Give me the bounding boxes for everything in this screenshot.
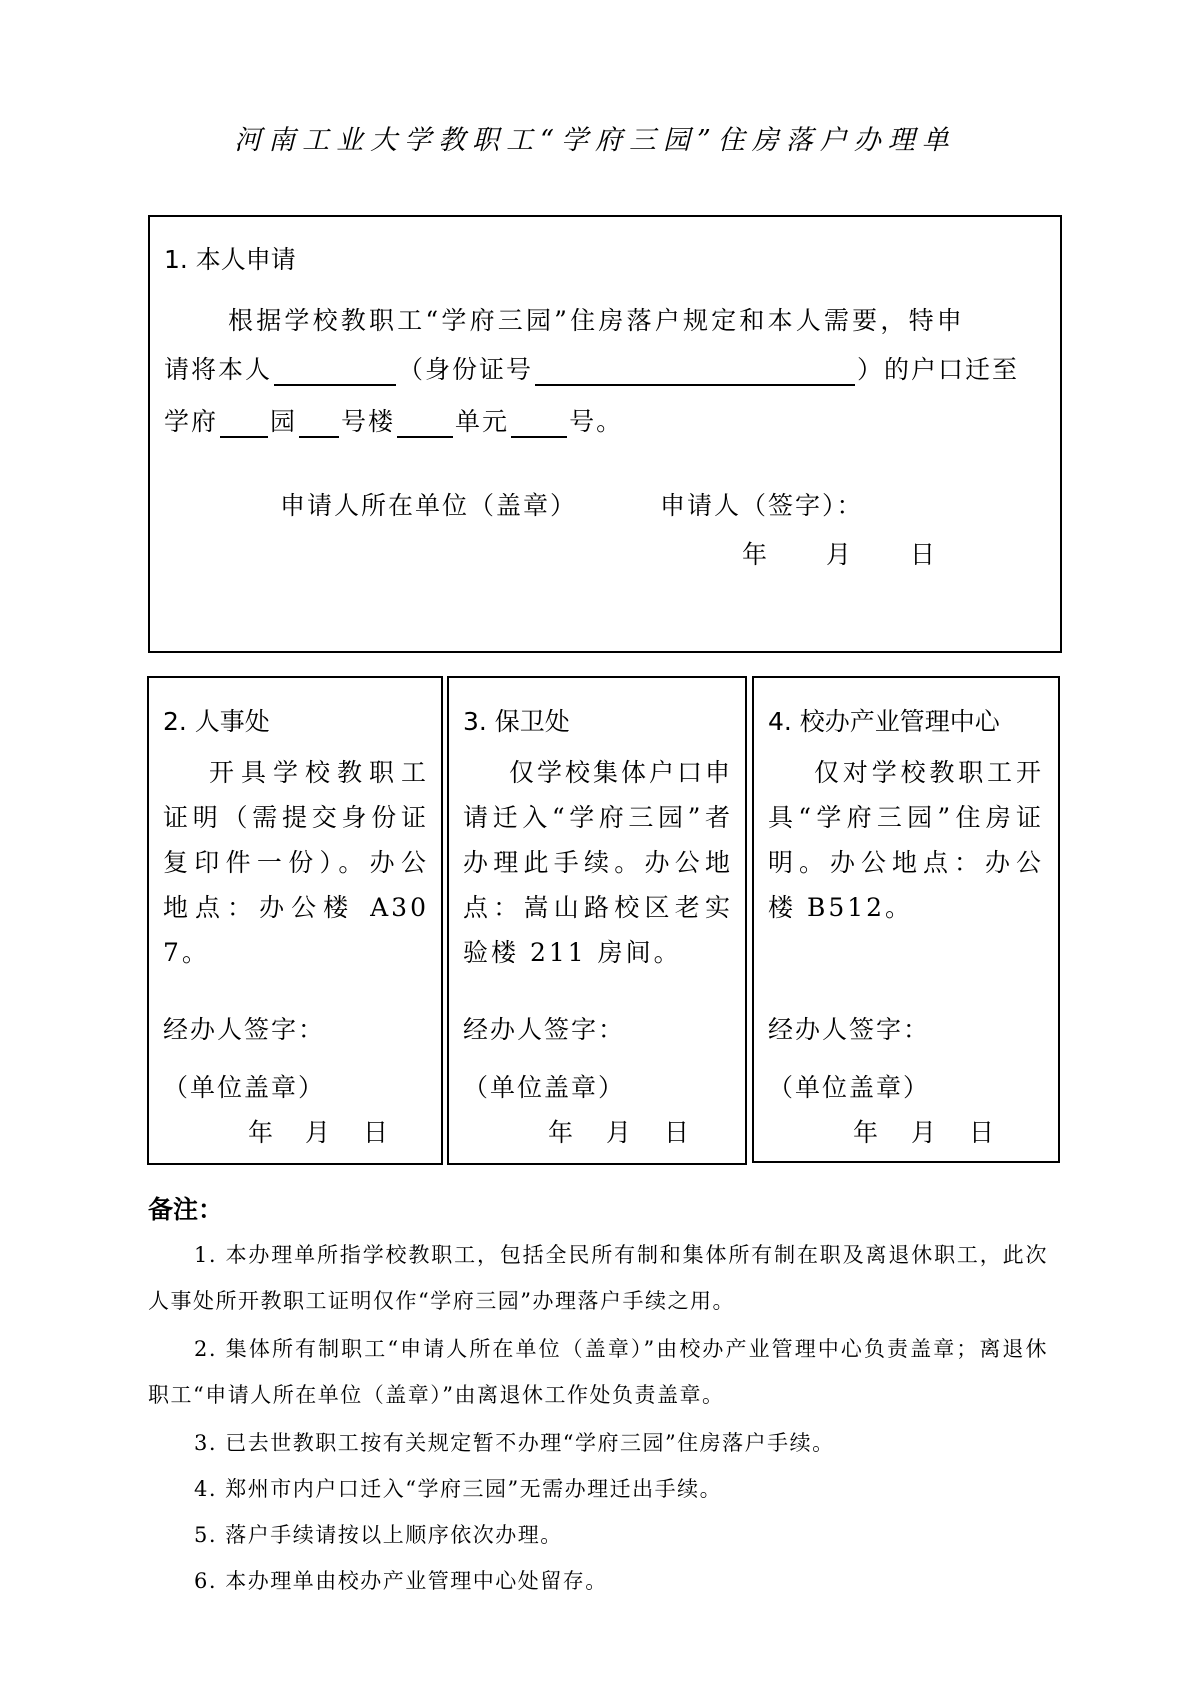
- section3-body: 仅学校集体户口申请迁入“学府三园”者办理此手续。办公地点：嵩山路校区老实验楼 211 房间。: [463, 758, 734, 967]
- section1-date-day: 日: [910, 540, 938, 569]
- name-blank[interactable]: [274, 358, 396, 386]
- section3-seal: （单位盖章）: [463, 1073, 626, 1102]
- room-blank[interactable]: [511, 410, 567, 438]
- form-title: 河南工业大学教职工“学府三园”住房落户办理单: [234, 125, 956, 156]
- section1-line2: [164, 350, 1019, 386]
- line3-text-d: 单元: [455, 407, 510, 436]
- applicant-unit-label: 申请人所在单位（盖章）: [280, 491, 578, 520]
- section4-seal: （单位盖章）: [768, 1073, 931, 1102]
- section3-date-day: 日: [664, 1118, 692, 1147]
- section2-heading: 2. 人事处: [163, 707, 270, 736]
- note-item-3: 3. 已去世教职工按有关规定暂不办理“学府三园”住房落户手续。: [194, 1431, 835, 1455]
- note-item-4: 4. 郑州市内户口迁入“学府三园”无需办理迁出手续。: [194, 1477, 723, 1501]
- section3-date-year: 年: [548, 1118, 576, 1147]
- id-number-blank[interactable]: [535, 358, 855, 386]
- section1-date-month: 月: [826, 540, 854, 569]
- line2-text-c: ）的户口迁至: [857, 355, 1020, 384]
- note-item-5: 5. 落户手续请按以上顺序依次办理。: [194, 1523, 563, 1547]
- unit-blank[interactable]: [397, 410, 453, 438]
- section1-line3: [164, 402, 623, 438]
- notes-title: 备注：: [148, 1195, 224, 1224]
- section3-signer: 经办人签字：: [463, 1015, 626, 1044]
- section4-signer: 经办人签字：: [768, 1015, 931, 1044]
- section4-date-year: 年: [853, 1118, 881, 1147]
- section4-heading: 4. 校办产业管理中心: [768, 707, 1000, 736]
- applicant-signature-label: 申请人（签字）：: [660, 491, 864, 520]
- section1-date-year: 年: [742, 540, 770, 569]
- section1-heading: 1. 本人申请: [164, 245, 296, 274]
- section3-date-month: 月: [606, 1118, 634, 1147]
- section4-body: 仅对学校教职工开具“学府三园”住房证明。办公地点：办公楼 B512。: [768, 758, 1044, 922]
- section4-date-month: 月: [911, 1118, 939, 1147]
- line2-text-b: （身份证号: [398, 355, 534, 384]
- garden-blank[interactable]: [220, 410, 268, 438]
- section2-date-year: 年: [248, 1118, 276, 1147]
- section2-date-month: 月: [305, 1118, 333, 1147]
- line3-text-e: 号。: [569, 407, 624, 436]
- section3-heading: 3. 保卫处: [463, 707, 570, 736]
- section2-seal: （单位盖章）: [163, 1073, 326, 1102]
- building-blank[interactable]: [299, 410, 339, 438]
- section2-body: 开具学校教职工证明（需提交身份证复印件一份）。办公地点：办公楼 A307。: [163, 758, 429, 967]
- line3-text-c: 号楼: [341, 407, 396, 436]
- section1-para-line1: 根据学校教职工“学府三园”住房落户规定和本人需要，特申: [228, 306, 965, 335]
- note-item-2: 2. 集体所有制职工“申请人所在单位（盖章）”由校办产业管理中心负责盖章；离退休职工“申请人所在单位（盖章）”由离退休工作处负责盖章。: [148, 1337, 1048, 1407]
- line3-text-a: 学府: [164, 407, 219, 436]
- line3-text-b: 园: [270, 407, 298, 436]
- note-item-6: 6. 本办理单由校办产业管理中心处留存。: [194, 1569, 608, 1593]
- section4-date-day: 日: [969, 1118, 997, 1147]
- note-item-1: 1. 本办理单所指学校教职工，包括全民所有制和集体所有制在职及离退休职工，此次人事处所开教职工证明仅作“学府三园”办理落户手续之用。: [148, 1243, 1048, 1313]
- section2-date-day: 日: [363, 1118, 391, 1147]
- line2-text-a: 请将本人: [164, 355, 273, 384]
- section2-signer: 经办人签字：: [163, 1015, 326, 1044]
